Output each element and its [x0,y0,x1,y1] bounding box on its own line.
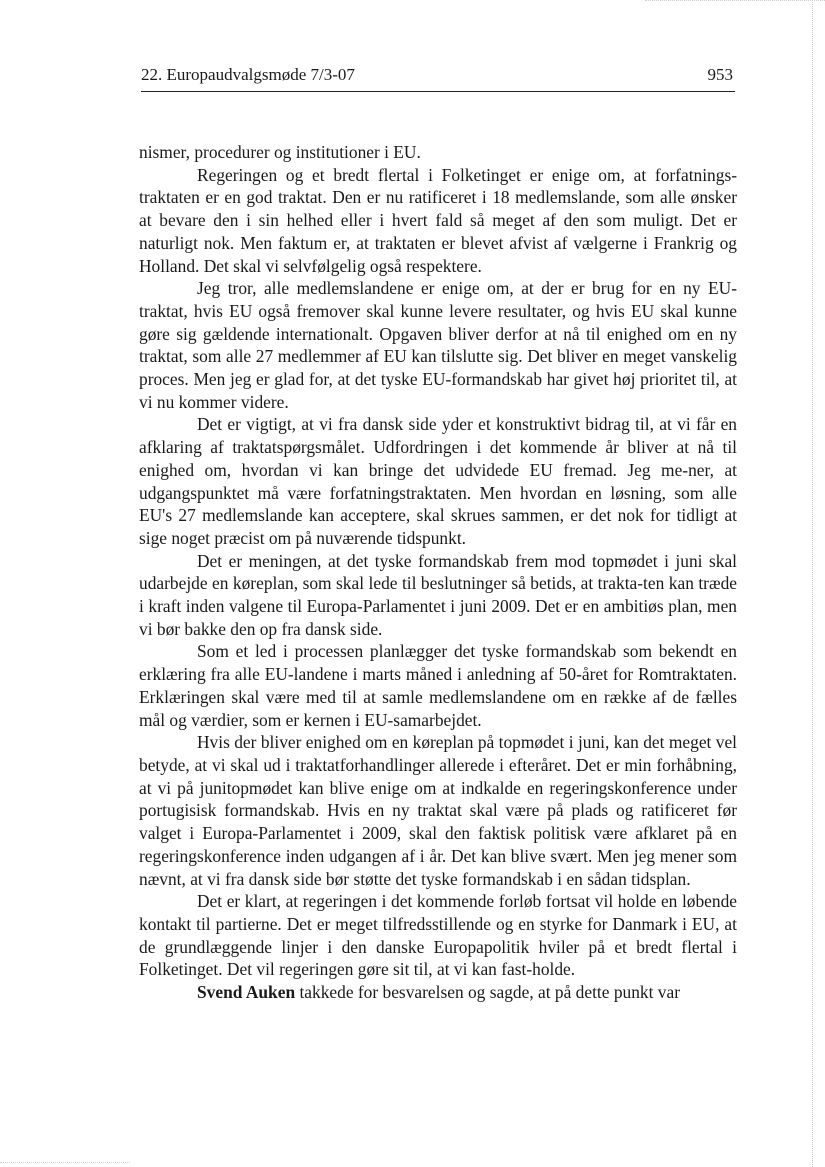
scan-edge-bottom [0,1162,130,1164]
paragraph: Det er meningen, at det tyske formandskab frem mod topmødet i juni skal udarbejde en køreplan, som skal lede til beslutninger så betids, at trakta-ten kan træde i kraft inden valgene til Europa-Parlamentet i juni 2009. Det er en ambitiøs plan, men vi bør bakke den op fra dansk side. [139,550,737,639]
paragraph: Hvis der bliver enighed om en køreplan på topmødet i juni, kan det meget vel betyde, at vi skal ud i traktatforhandlinger allerede i efteråret. Det er min forhåbning, at vi på junitopmødet kan blive enige om at indkalde en regeringskonference under portugisisk formandskab. Hvis en ny traktat skal være på plads og ratificeret før valget i Europa-Parlamentet i 2009, skal den faktisk politisk være afklaret på en regeringskonference inden udgangen af i år. Det kan blive svært. Men jeg mener som nævnt, at vi fra dansk side bør støtte det tyske formandskab i en sådan tidsplan. [139,732,737,889]
body-text [139,141,737,1004]
paragraph: nismer, procedurer og institutioner i EU. [139,142,421,162]
speaker-text: takkede for besvarelsen og sagde, at på dette punkt var [295,982,680,1003]
running-header [141,63,735,92]
paragraph: Det er klart, at regeringen i det kommende forløb fortsat vil holde en løbende kontakt til partierne. Det er meget tilfredsstillende og en styrke for Danmark i EU, at de grundlæggende linjer i den danske Europapolitik hviler på et bredt flertal i Folketinget. Det vil regeringen gøre sit til, at vi kan fast-holde. [139,891,737,980]
paragraph: Jeg tror, alle medlemslandene er enige om, at der er brug for en ny EU-traktat, hvis EU også fremover skal kunne levere resultater, og hvis EU skal kunne gøre sig gældende internationalt. Opgaven bliver derfor at nå til enighed om en ny traktat, som alle 27 medlemmer af EU kan tilslutte sig. Det bliver en meget vanskelig proces. Men jeg er glad for, at det tyske EU-formandskab har givet høj prioritet til, at vi nu kommer videre. [139,278,737,412]
page-number: 953 [707,65,733,84]
scan-edge-top [645,0,825,2]
paragraph: Som et led i processen planlægger det tyske formandskab som bekendt en erklæring fra alle EU-landene i marts måned i anledning af 50-året for Romtraktaten. Erklæringen skal være med til at samle medlemslandene om en række af de fælles mål og værdier, som er kernen i EU-samarbejdet. [139,641,737,730]
paragraph-speaker [139,981,737,1004]
paragraph: Det er vigtigt, at vi fra dansk side yder et konstruktivt bidrag til, at vi får en afklaring af traktatspørgsmålet. Udfordringen i det kommende år bliver at nå til enighed om, hvordan vi kan bringe det udvidede EU fremad. Jeg me-ner, at udgangspunktet må være forfatningstraktaten. Men hvordan en løsning, som alle EU's 27 medlemslande kan acceptere, skal skrues sammen, er det nok for tidligt at sige noget præcist om på nuværende tidspunkt. [139,414,737,548]
running-title: 22. Europaudvalgsmøde 7/3-07 [141,65,355,84]
speaker-name: Svend Auken [197,982,296,1003]
scan-edge-right [812,0,814,1167]
paragraph: Regeringen og et bredt flertal i Folketinget er enige om, at forfatnings-traktaten er en god traktat. Den er nu ratificeret i 18 medlemslande, som alle ønsker at bevare den i sin helhed eller i hvert fald så meget af den som muligt. Det er naturligt nok. Men faktum er, at traktaten er blevet afvist af vælgerne i Frankrig og Holland. Det skal vi selvfølgelig også respektere. [139,164,737,276]
